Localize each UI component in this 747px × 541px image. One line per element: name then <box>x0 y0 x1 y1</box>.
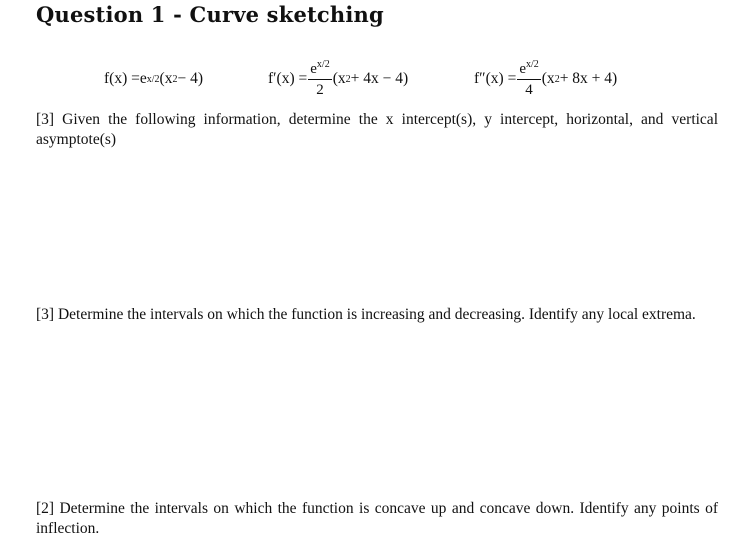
formula-fdouble <box>474 56 617 102</box>
formula-f-lhs: f(x) = <box>104 70 140 87</box>
formula-fprime-denominator: 2 <box>316 82 324 98</box>
formula-fprime-fraction <box>308 60 331 98</box>
formula-fdouble-rest: + 8x + 4) <box>559 70 618 87</box>
formula-fprime-lhs: f′(x) = <box>268 70 308 87</box>
formula-fdouble-fraction <box>517 60 540 98</box>
formula-fprime <box>268 56 408 102</box>
question-intercepts-asymptotes: [3] Given the following information, determine the x intercept(s), y intercept, horizontal, and vertical asymptote(s) <box>36 111 718 148</box>
formula-fdouble-denominator: 4 <box>525 82 533 98</box>
formula-row <box>0 56 747 102</box>
formula-fprime-rest: + 4x − 4) <box>350 70 409 87</box>
formula-fdouble-tail: (x <box>541 70 555 87</box>
page-title: Question 1 - Curve sketching <box>36 2 384 27</box>
formula-fprime-tail: (x <box>332 70 346 87</box>
formula-f-rest: − 4) <box>177 70 203 87</box>
formula-fprime-numerator <box>308 60 331 80</box>
formula-fdouble-numerator <box>517 60 540 80</box>
formula-fprime-num-base: e <box>310 61 317 77</box>
formula-fdouble-lhs: f″(x) = <box>474 70 517 87</box>
formula-fdouble-num-base: e <box>519 61 526 77</box>
formula-f-base: e <box>139 70 147 87</box>
question-increasing-decreasing: [3] Determine the intervals on which the function is increasing and decreasing. Identify any local extrema. <box>36 306 696 323</box>
formula-f-tail: (x <box>159 70 173 87</box>
formula-fdouble-num-exp: x/2 <box>525 59 539 70</box>
formula-f-sq: 2 <box>172 73 178 85</box>
formula-f <box>104 56 203 102</box>
formula-f-exp: x/2 <box>146 73 160 85</box>
question-concavity: [2] Determine the intervals on which the function is concave up and concave down. Identify any points of inflection. <box>36 500 718 537</box>
formula-fdouble-sq: 2 <box>554 73 560 85</box>
formula-fprime-sq: 2 <box>345 73 351 85</box>
formula-fprime-num-exp: x/2 <box>316 59 330 70</box>
